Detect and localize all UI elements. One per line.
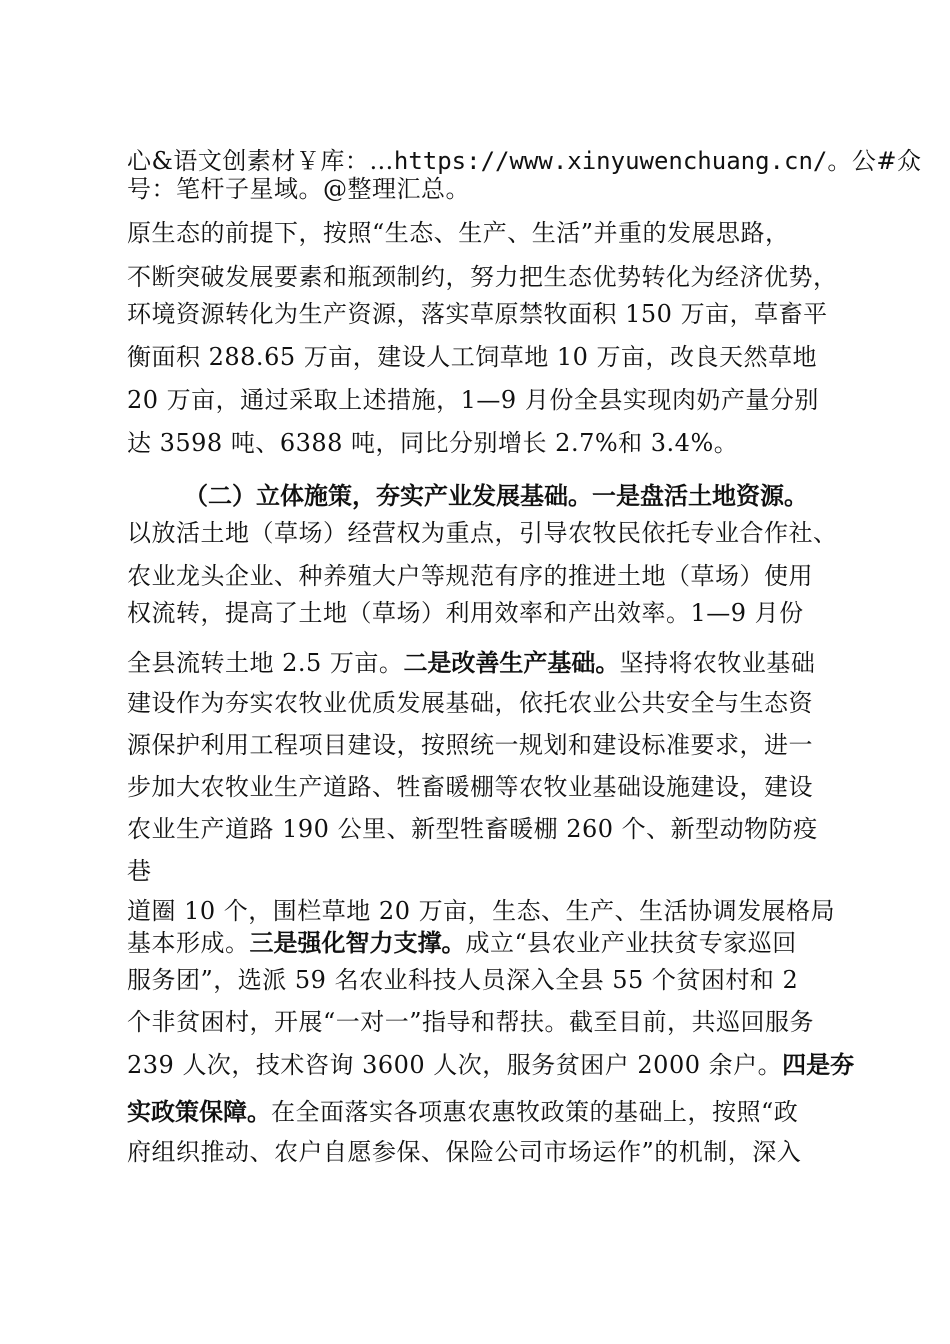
- body-text: 239 人次，技术咨询 3600 人次，服务贫困户 2000 余户。: [127, 1051, 783, 1079]
- body-line: 不断突破发展要素和瓶颈制约，努力把生态优势转化为经济优势，: [127, 263, 838, 291]
- body-text: 在全面落实各项惠农惠牧政策的基础上，按照“政: [271, 1098, 799, 1126]
- body-line: [127, 928, 797, 958]
- body-text: 基本形成。: [127, 929, 250, 957]
- body-text: 坚持将农牧业基础: [619, 649, 816, 677]
- body-text: 成立“县农业产业扶贫专家巡回: [465, 929, 797, 957]
- body-line: [127, 1097, 798, 1127]
- section-heading: （二）立体施策，夯实产业发展基础。一是盘活土地资源。: [184, 482, 808, 510]
- body-line: 服务团”，选派 59 名农业科技人员深入全县 55 个贫困村和 2: [127, 966, 799, 994]
- header-text-1a: 心&语文创素材￥库：…: [127, 147, 394, 175]
- header-line-2: 号：笔杆子星域。@整理汇总。: [127, 175, 470, 203]
- body-line: 达 3598 吨、6388 吨，同比分别增长 2.7%和 3.4%。: [127, 429, 739, 457]
- source-url: https://www.xinyuwenchuang.cn/: [393, 147, 828, 175]
- emphasis-text: 实政策保障。: [127, 1098, 271, 1126]
- body-line: 建设作为夯实农牧业优质发展基础，依托农业公共安全与生态资: [127, 689, 813, 717]
- header-line-1: [127, 146, 921, 176]
- body-line: 府组织推动、农户自愿参保、保险公司市场运作”的机制，深入: [127, 1138, 802, 1166]
- body-line: 巷: [127, 857, 152, 885]
- body-line: 权流转，提高了土地（草场）利用效率和产出效率。1—9 月份: [127, 599, 804, 627]
- body-line: 以放活土地（草场）经营权为重点，引导农牧民依托专业合作社、: [127, 519, 838, 547]
- emphasis-text: 三是强化智力支撑。: [249, 929, 466, 957]
- body-line: 农业龙头企业、种养殖大户等规范有序的推进土地（草场）使用: [127, 562, 813, 590]
- body-line: 步加大农牧业生产道路、牲畜暖棚等农牧业基础设施建设，建设: [127, 773, 813, 801]
- emphasis-text: 二是改善生产基础。: [403, 649, 620, 677]
- body-line: 原生态的前提下，按照“生态、生产、生活”并重的发展思路，: [127, 219, 790, 247]
- body-line: 20 万亩，通过采取上述措施，1—9 月份全县实现肉奶产量分别: [127, 386, 819, 414]
- body-line: [127, 1050, 854, 1080]
- body-text: 全县流转土地 2.5 万亩。: [127, 649, 404, 677]
- body-line: 个非贫困村，开展“一对一”指导和帮扶。截至目前，共巡回服务: [127, 1008, 815, 1036]
- body-line: 环境资源转化为生产资源，落实草原禁牧面积 150 万亩，草畜平: [127, 300, 828, 328]
- header-text-1b: 。公#众: [827, 147, 922, 175]
- body-line: 道圈 10 个，围栏草地 20 万亩，生态、生产、生活协调发展格局: [127, 897, 836, 925]
- emphasis-text: 四是夯: [782, 1051, 855, 1079]
- body-line: 衡面积 288.65 万亩，建设人工饲草地 10 万亩，改良天然草地: [127, 343, 818, 371]
- body-line: [127, 648, 815, 678]
- body-line: 源保护利用工程项目建设，按照统一规划和建设标准要求，进一: [127, 731, 813, 759]
- body-line: 农业生产道路 190 公里、新型牲畜暖棚 260 个、新型动物防疫: [127, 815, 818, 843]
